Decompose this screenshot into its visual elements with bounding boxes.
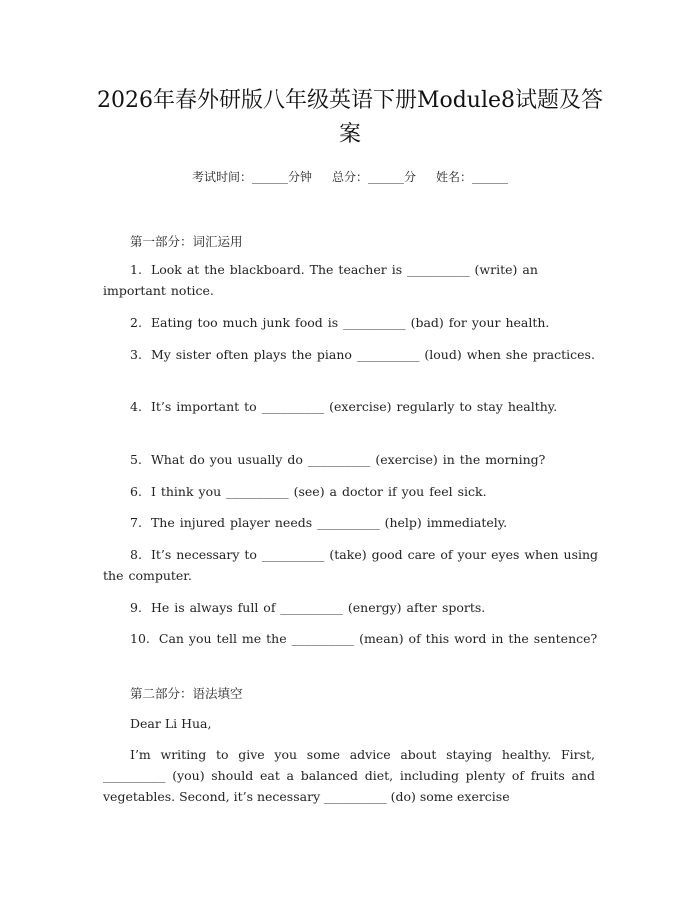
question-text: It’s necessary to __________ (take) good care of your eyes when using the computer.	[103, 547, 599, 583]
question-item	[103, 396, 603, 417]
question-item	[103, 259, 603, 301]
question-item	[103, 628, 603, 649]
question-number: 9.	[130, 600, 142, 615]
question-item	[103, 312, 603, 333]
question-text: What do you usually do __________ (exercise) in the morning?	[150, 452, 546, 467]
exam-time: 考试时间：______分钟	[191, 170, 312, 184]
question-text: Eating too much junk food is __________ (bad) for your health.	[150, 315, 550, 330]
question-item	[103, 481, 603, 502]
question-number: 6.	[130, 484, 142, 499]
student-name: 姓名：______	[436, 170, 509, 184]
question-number: 3.	[130, 347, 142, 362]
question-text: The injured player needs __________ (help) immediately.	[150, 515, 508, 530]
question-number: 10.	[130, 631, 150, 646]
question-item	[103, 597, 603, 618]
question-number: 4.	[130, 399, 142, 414]
exam-info	[0, 168, 700, 185]
question-text: It’s important to __________ (exercise) regularly to stay healthy.	[150, 399, 558, 414]
question-item	[103, 512, 603, 533]
question-number: 5.	[130, 452, 142, 467]
question-item	[103, 344, 603, 365]
page-title: 2026年春外研版八年级英语下册Module8试题及答案	[96, 88, 604, 147]
question-text: My sister often plays the piano __________ (loud) when she practices.	[150, 347, 595, 362]
question-number: 8.	[130, 547, 142, 562]
question-item	[103, 544, 603, 586]
question-text: I think you __________ (see) a doctor if you feel sick.	[150, 484, 487, 499]
question-number: 1.	[130, 262, 142, 277]
question-text: Look at the blackboard. The teacher is __________ (write) an important notice.	[103, 262, 538, 298]
section-heading-vocabulary: 第一部分：词汇运用	[130, 234, 243, 249]
question-item	[103, 449, 603, 470]
question-number: 7.	[130, 515, 142, 530]
letter-paragraph: I’m writing to give you some advice about staying healthy. First, __________ (you) should eat a balanced diet, including plenty of fruits and vegetables. Second, it’s necessary __________ (do) some exercise	[103, 747, 595, 804]
section-heading-grammar: 第二部分：语法填空	[130, 686, 243, 701]
total-score: 总分：______分	[331, 170, 416, 184]
question-text: He is always full of __________ (energy) after sports.	[150, 600, 486, 615]
question-text: Can you tell me the __________ (mean) of this word in the sentence?	[158, 631, 598, 646]
question-number: 2.	[130, 315, 142, 330]
letter-greeting: Dear Li Hua,	[130, 716, 212, 731]
